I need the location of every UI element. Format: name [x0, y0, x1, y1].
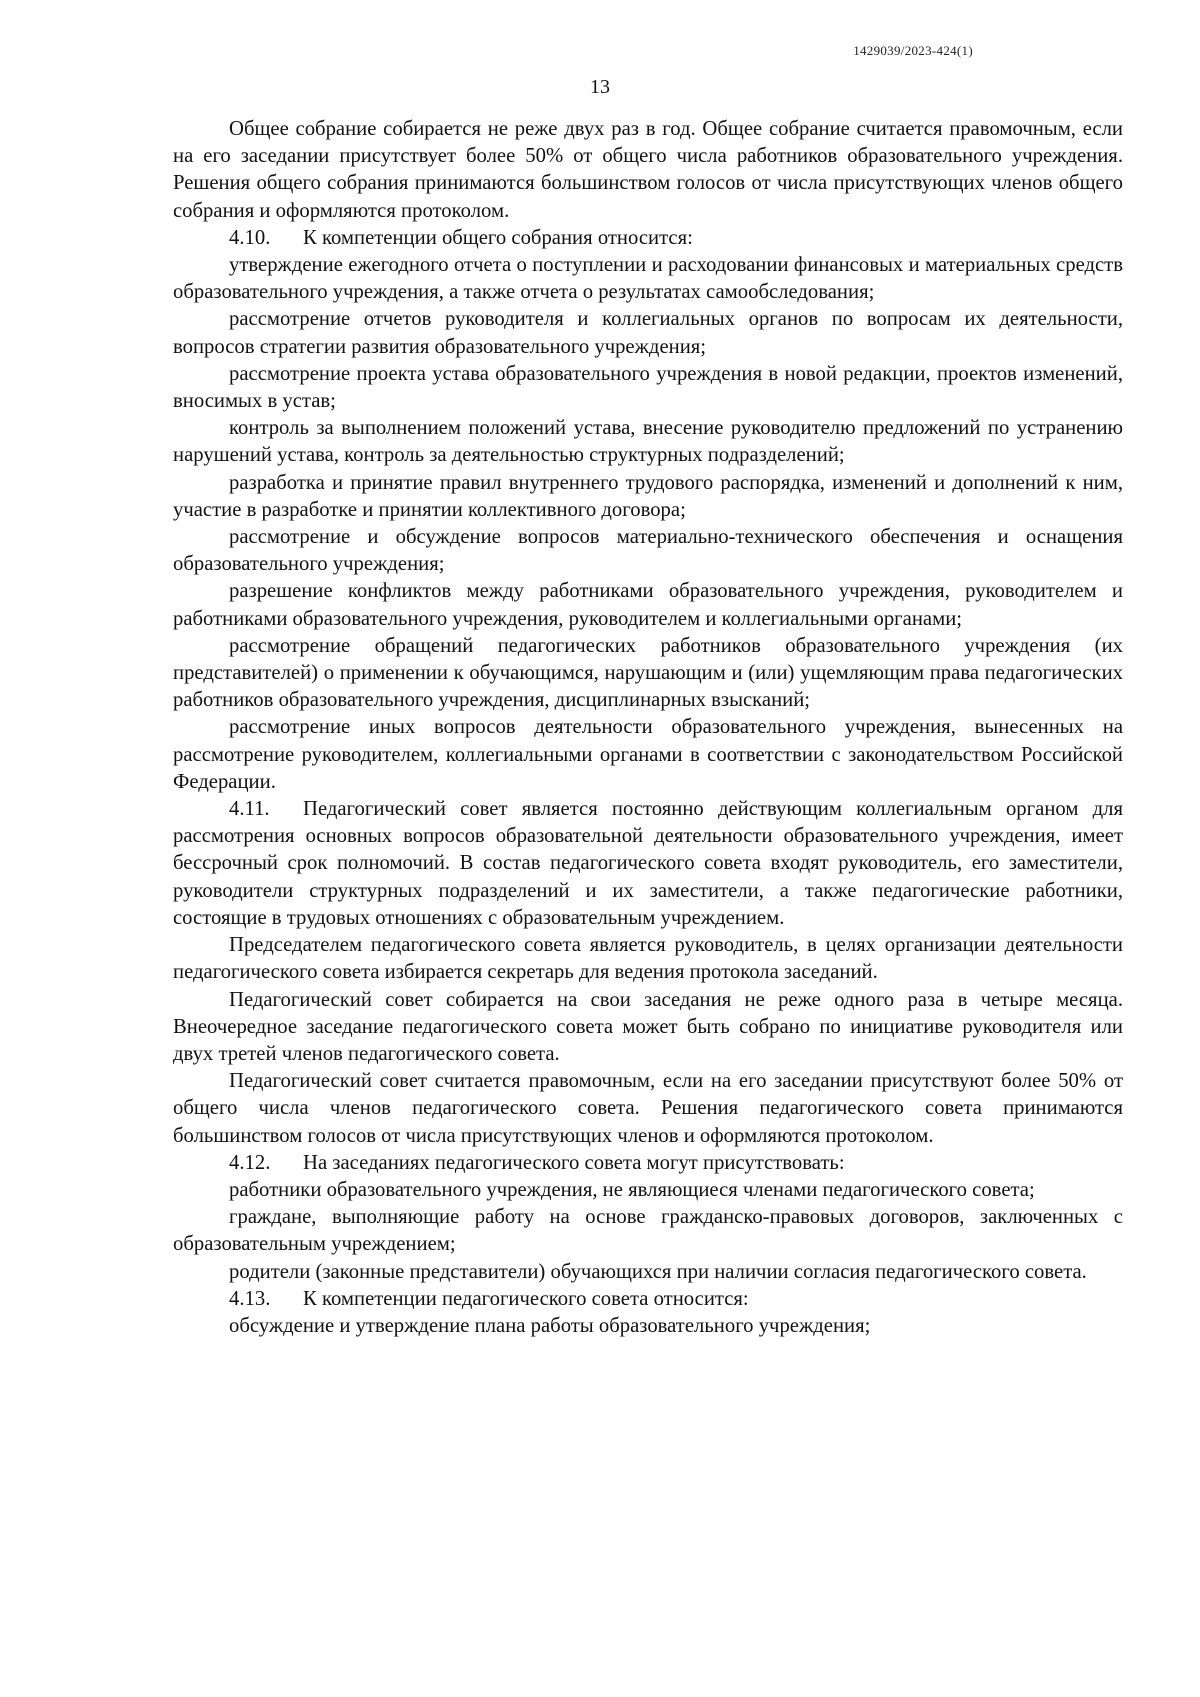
clause-4-10	[173, 225, 1123, 252]
paragraph: Педагогический совет собирается на свои заседания не реже одного раза в четыре месяца. Внеочередное заседание педагогического совета может быть собрано по инициативе руководителя или двух третей членов педагогического совета.	[173, 988, 1123, 1065]
clause-4-11	[173, 796, 1123, 932]
document-body	[173, 116, 1123, 1340]
clause-text: На заседаниях педагогического совета могут присутствовать:	[303, 1151, 845, 1174]
clause-4-13	[173, 1286, 1123, 1313]
list-item: рассмотрение проекта устава образовательного учреждения в новой редакции, проектов изменений, вносимых в устав;	[173, 362, 1123, 413]
clause-text: Педагогический совет является постоянно действующим коллегиальным органом для рассмотрения основных вопросов образовательной деятельности образовательного учреждения, имеет бессрочный срок полномочий. В состав педагогического совета входят руководитель, его заместители, руководители структурных подразделений и их заместители, а также педагогические работники, состоящие в трудовых отношениях с образовательным учреждением.	[173, 798, 1123, 929]
clause-4-12	[173, 1150, 1123, 1177]
list-item: контроль за выполнением положений устава, внесение руководителю предложений по устранению нарушений устава, контроль за деятельностью структурных подразделений;	[173, 417, 1123, 467]
document-number: 1429039/2023-424(1)	[853, 43, 973, 58]
clause-text: К компетенции общего собрания относится:	[303, 226, 693, 249]
clause-number: 4.10.	[229, 226, 271, 249]
paragraph: Общее собрание собирается не реже двух раз в год. Общее собрание считается правомочным, если на его заседании присутствует более 50% от общего числа работников образовательного учреждения. Решения общего собрания принимаются большинством голосов от числа присутствующих членов общего собрания и оформляются протоколом.	[173, 118, 1123, 222]
list-item: рассмотрение отчетов руководителя и коллегиальных органов по вопросам их деятельности, вопросов стратегии развития образовательного учреждения;	[173, 308, 1123, 358]
list-item: рассмотрение иных вопросов деятельности образовательного учреждения, вынесенных на рассмотрение руководителем, коллегиальными органами в соответствии с законодательством Российской Федерации.	[173, 716, 1123, 793]
clause-number: 4.13.	[229, 1287, 271, 1310]
list-item: рассмотрение обращений педагогических работников образовательного учреждения (их представителей) о применении к обучающимся, нарушающим и (или) ущемляющим права педагогических работников образовательного учреждения, дисциплинарных взысканий;	[173, 634, 1123, 712]
clause-text: К компетенции педагогического совета относится:	[303, 1287, 749, 1310]
list-item: родители (законные представители) обучающихся при наличии согласия педагогического совета.	[229, 1260, 1087, 1283]
list-item: разработка и принятие правил внутреннего трудового распорядка, изменений и дополнений к ним, участие в разработке и принятии коллективного договора;	[173, 471, 1123, 521]
list-item: утверждение ежегодного отчета о поступлении и расходовании финансовых и материальных средств образовательного учреждения, а также отчета о результатах самообследования;	[173, 254, 1123, 304]
list-item: обсуждение и утверждение плана работы образовательного учреждения;	[229, 1314, 871, 1337]
paragraph: Председателем педагогического совета является руководитель, в целях организации деятельности педагогического совета избирается секретарь для ведения протокола заседаний.	[173, 934, 1123, 984]
list-item: граждане, выполняющие работу на основе гражданско-правовых договоров, заключенных с образовательным учреждением;	[173, 1206, 1123, 1256]
list-item: разрешение конфликтов между работниками образовательного учреждения, руководителем и работниками образовательного учреждения, руководителем и коллегиальными органами;	[173, 580, 1123, 630]
clause-number: 4.11.	[229, 798, 270, 821]
list-item: работники образовательного учреждения, не являющиеся членами педагогического совета;	[229, 1178, 1035, 1201]
paragraph: Педагогический совет считается правомочным, если на его заседании присутствуют более 50% от общего числа членов педагогического совета. Решения педагогического совета принимаются большинством голосов от числа присутствующих членов и оформляются протоколом.	[173, 1070, 1123, 1147]
clause-number: 4.12.	[229, 1151, 271, 1174]
list-item: рассмотрение и обсуждение вопросов материально-технического обеспечения и оснащения образовательного учреждения;	[173, 526, 1123, 576]
page-number: 13	[590, 76, 610, 98]
